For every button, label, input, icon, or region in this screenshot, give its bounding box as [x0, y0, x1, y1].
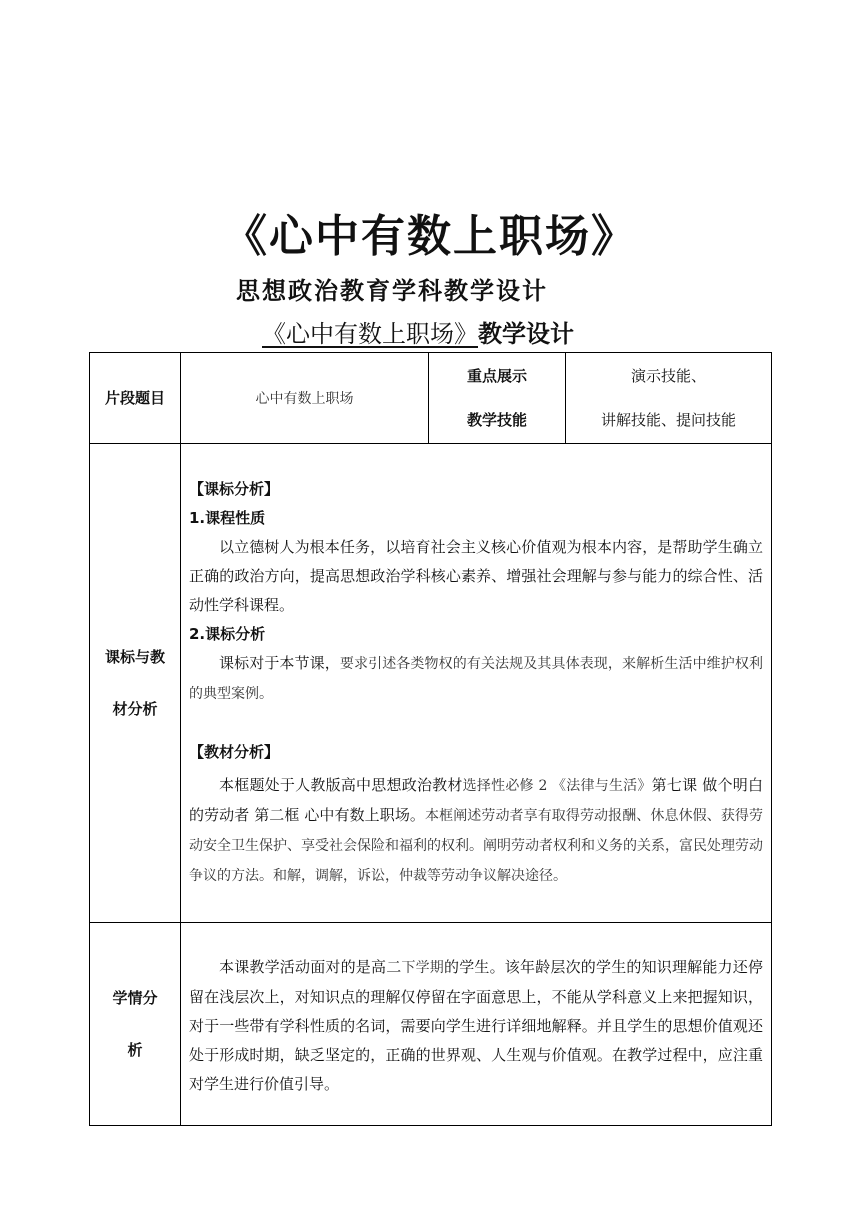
standard-analysis-part-b: 要求引述各类物权的有关法规及其具体表现，来解析生活中维护权利的典型案例。	[189, 656, 763, 702]
students-label-line-1: 学情分	[112, 989, 158, 1007]
students-content	[181, 923, 772, 1126]
analysis-content	[181, 444, 772, 923]
students-part-b: 下学期	[401, 960, 444, 976]
course-nature-text: 以立德树人为根本任务，以培育社会主义核心价值观为根本内容，是帮助学生确立正确的政治方向，提高思想政治学科核心素养、增强社会理解与参与能力的综合性、活动性学科课程。	[189, 538, 763, 614]
lesson-design-table	[89, 352, 772, 1126]
focus-label-line-2: 教学技能	[466, 411, 527, 429]
standard-heading: 【课标分析】	[189, 480, 280, 498]
textbook-part-b: 选择性必修 2 《法律与生活》	[462, 778, 652, 794]
row-label-analysis	[90, 444, 181, 923]
students-text	[189, 953, 763, 1099]
textbook-text	[189, 771, 763, 891]
design-title-prefix: 《心中有数上职场》	[262, 320, 478, 348]
skills-value	[566, 353, 772, 444]
topic-value: 心中有数上职场	[181, 353, 429, 444]
row-label-students	[90, 923, 181, 1126]
design-title	[262, 314, 574, 349]
sub-title: 思想政治教育学科教学设计	[236, 276, 548, 305]
textbook-heading: 【教材分析】	[189, 743, 280, 761]
analysis-label-line-1: 课标与教	[104, 648, 165, 666]
table-row	[90, 923, 772, 1126]
main-title: 《心中有数上职场》	[223, 211, 637, 262]
skills-line-2: 讲解技能、提问技能	[600, 411, 736, 429]
course-nature-heading: 1.课程性质	[189, 509, 266, 527]
skills-line-1: 演示技能、	[630, 367, 706, 385]
students-part-a: 本课教学活动面对的是高二	[219, 958, 402, 976]
students-part-c: 的学生。该年龄层次的学生的知识理解能力还停留在浅层次上，对知识点的理解仅停留在字面意思上，不能从学科意义上来把握知识，对于一些带有学科性质的名词，需要向学生进行详细地解释。并且学生的思想价值观还处于形成时期，缺乏坚定的，正确的世界观、人生观与价值观。在教学过程中，应注重对学生进行价值引导。	[189, 958, 763, 1093]
students-label-line-2: 析	[127, 1041, 143, 1059]
textbook-part-d: 本框阐述劳动者享有取得劳动报酬、休息休假、获得劳动安全卫生保护、享受社会保险和福利的权利。阐明劳动者权利和义务的关系，富民处理劳动争议的方法。和解，调解，诉讼，仲裁等劳动争议解决途径。	[189, 808, 763, 884]
table-row	[90, 444, 772, 923]
textbook-part-c: 第七课 做个明白的劳动者 第二框 心中有数上职场。	[189, 776, 763, 824]
standard-analysis-part-a: 课标对于本节课，	[219, 654, 340, 672]
design-title-suffix: 教学设计	[478, 320, 574, 348]
row-label-topic: 片段题目	[90, 353, 181, 444]
focus-label-line-1: 重点展示	[466, 367, 527, 385]
standard-analysis-text	[189, 649, 763, 709]
standard-analysis-heading: 2.课标分析	[189, 625, 266, 643]
focus-skill-label	[429, 353, 566, 444]
table-row	[90, 353, 772, 444]
analysis-label-line-2: 材分析	[112, 700, 158, 718]
textbook-part-a: 本框题处于人教版高中思想政治教材	[219, 776, 463, 794]
